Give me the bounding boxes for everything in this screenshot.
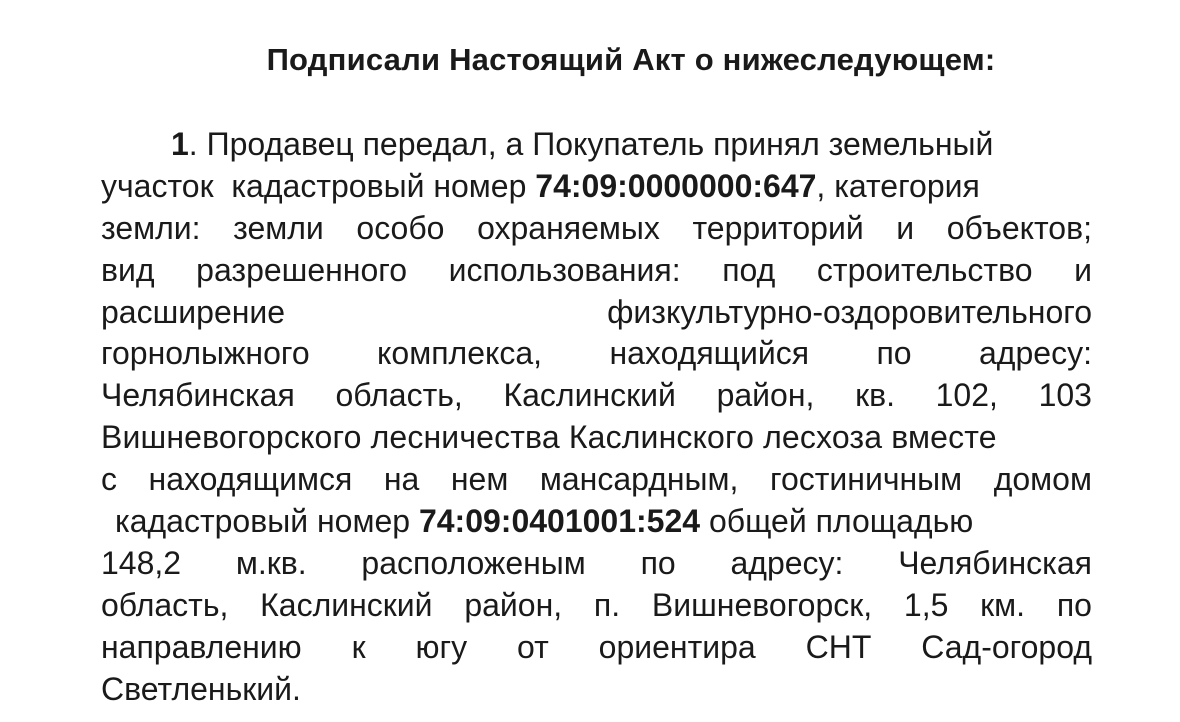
word: направлению bbox=[101, 628, 302, 665]
word: Светленький. bbox=[101, 670, 301, 707]
text-run bbox=[101, 166, 980, 208]
text-line bbox=[101, 124, 1092, 166]
word: от bbox=[517, 628, 549, 665]
word: по bbox=[1056, 586, 1092, 623]
word: охраняемых bbox=[477, 209, 660, 246]
word: Вишневогорского лесничества Каслинского лесхоза вместе bbox=[101, 419, 997, 456]
word: Сад-огород bbox=[921, 628, 1092, 665]
word: 103 bbox=[1038, 377, 1092, 414]
text-line bbox=[101, 375, 1092, 417]
cadastral-number-building: 74:09:0401001:524 bbox=[418, 503, 701, 540]
word: к bbox=[351, 628, 366, 665]
text-line bbox=[101, 292, 1092, 334]
word: находящимся bbox=[148, 461, 353, 498]
word: область, bbox=[101, 586, 229, 623]
word: физкультурно-оздоровительного bbox=[607, 293, 1092, 330]
word: Каслинский bbox=[260, 586, 433, 623]
word: район, bbox=[464, 586, 563, 623]
text-run: . Продавец передал, а Покупатель принял земельный bbox=[188, 126, 994, 162]
word: Вишневогорск, bbox=[651, 586, 873, 623]
text-line bbox=[101, 627, 1092, 669]
word: км. bbox=[980, 586, 1026, 623]
word: расширение bbox=[101, 293, 286, 330]
text-line bbox=[101, 585, 1092, 627]
word: земли bbox=[233, 209, 324, 246]
word: на bbox=[383, 461, 420, 498]
text-run bbox=[115, 501, 973, 543]
word: под bbox=[722, 251, 776, 288]
word: объектов; bbox=[946, 209, 1092, 246]
word: мансардным, bbox=[539, 461, 739, 498]
word: по bbox=[876, 335, 912, 372]
word: разрешенного bbox=[196, 251, 408, 288]
word: домом bbox=[993, 461, 1092, 498]
document-heading: Подписали Настоящий Акт о нижеследующем: bbox=[266, 42, 996, 77]
word: находящийся bbox=[609, 335, 810, 372]
word: Челябинская bbox=[898, 544, 1092, 581]
word: ориентира bbox=[598, 628, 756, 665]
text-line bbox=[101, 166, 1092, 208]
text-line bbox=[101, 669, 1092, 711]
word: 102, bbox=[935, 377, 998, 414]
word: вид bbox=[101, 251, 155, 288]
text-line bbox=[101, 417, 1092, 459]
word: нем bbox=[450, 461, 509, 498]
word: Челябинская bbox=[101, 377, 295, 414]
word: с bbox=[101, 461, 117, 498]
word: особо bbox=[356, 209, 445, 246]
text-line bbox=[101, 250, 1092, 292]
word: и bbox=[896, 209, 915, 246]
text-run bbox=[171, 124, 993, 166]
text-run: общей площадью bbox=[700, 503, 974, 540]
text-line bbox=[101, 333, 1092, 375]
word: адресу: bbox=[730, 544, 844, 581]
cadastral-number-land: 74:09:0000000:647 bbox=[535, 167, 817, 204]
word: Каслинский bbox=[503, 377, 676, 414]
word: строительство bbox=[816, 251, 1033, 288]
text-run: , категория bbox=[816, 167, 980, 204]
word: расположеным bbox=[361, 544, 586, 581]
word: кв. bbox=[855, 377, 895, 414]
word: район, bbox=[716, 377, 815, 414]
text-line bbox=[101, 501, 1092, 543]
paragraph-number: 1 bbox=[171, 126, 189, 162]
word: по bbox=[640, 544, 676, 581]
word: адресу: bbox=[979, 335, 1092, 372]
word: комплекса, bbox=[377, 335, 543, 372]
word: область, bbox=[335, 377, 463, 414]
text-line bbox=[101, 543, 1092, 585]
word: земли: bbox=[101, 209, 201, 246]
word: и bbox=[1074, 251, 1092, 288]
text-run: участок кадастровый номер bbox=[101, 167, 536, 204]
word: территорий bbox=[692, 209, 864, 246]
text-run: кадастровый номер bbox=[115, 503, 419, 540]
text-line bbox=[101, 459, 1092, 501]
word: горнолыжного bbox=[101, 335, 310, 372]
word: 148,2 bbox=[101, 544, 182, 581]
text-line bbox=[101, 208, 1092, 250]
word: 1,5 bbox=[903, 586, 949, 623]
word: п. bbox=[593, 586, 621, 623]
paragraph-1 bbox=[101, 124, 1092, 710]
word: м.кв. bbox=[235, 544, 307, 581]
word: гостиничным bbox=[769, 461, 963, 498]
word: СНТ bbox=[805, 628, 872, 665]
word: использования: bbox=[448, 251, 681, 288]
word: югу bbox=[415, 628, 468, 665]
